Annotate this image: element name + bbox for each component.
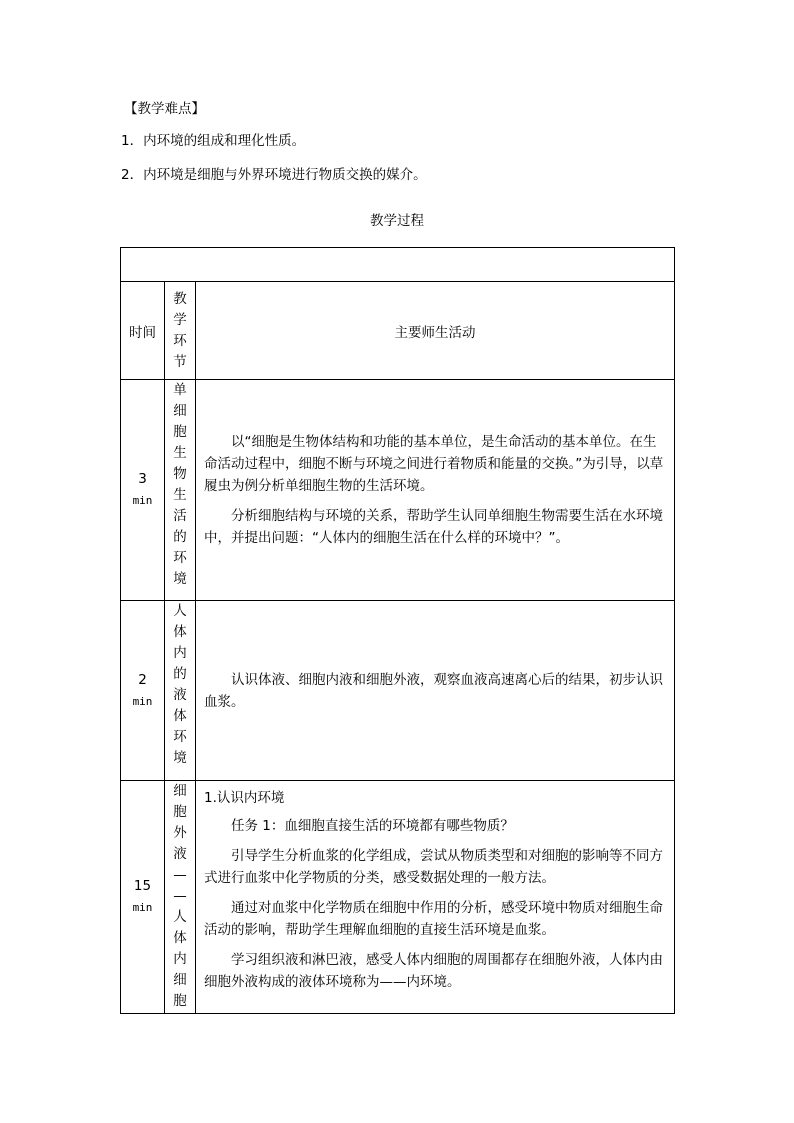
- stage-char: 的: [173, 666, 187, 682]
- stage-char: 环: [173, 729, 187, 745]
- stage-char: 物: [173, 466, 187, 482]
- stage-char: 活: [173, 508, 187, 524]
- time-value: 15: [133, 878, 152, 894]
- stage-char: 胞: [173, 424, 187, 440]
- difficulties-heading: 【教学难点】: [124, 101, 205, 117]
- stage-char: 节: [173, 353, 187, 370]
- stage-char: 的: [173, 529, 187, 545]
- stage-char: 境: [173, 750, 187, 766]
- activity-paragraph: 认识体液、细胞内液和细胞外液，观察血液高速离心后的结果，初步认识血浆。: [204, 671, 663, 710]
- stage-char: 生: [173, 487, 187, 503]
- activity-paragraph: 引导学生分析血浆的化学组成，尝试从物质类型和对细胞的影响等不同方式进行血浆中化学物质的分类，感受数据处理的一般方法。: [204, 848, 663, 886]
- stage-char: 液: [173, 846, 187, 862]
- table-row: [121, 601, 675, 781]
- stage-char: 人: [173, 909, 187, 925]
- activity-cell: [196, 601, 675, 781]
- time-unit: min: [132, 901, 153, 914]
- time-cell: [121, 601, 165, 781]
- activity-paragraph: 以“细胞是生物体结构和功能的基本单位，是生命活动的基本单位。在生命活动过程中，细胞不断与环境之间进行着物质和能量的交换。”为引导，以草履虫为例分析单细胞生物的生活环境。: [204, 434, 664, 494]
- stage-char: 内: [173, 645, 187, 661]
- stage-char: 教: [173, 290, 187, 307]
- table-blank-row: [121, 248, 675, 282]
- activity-cell: [196, 380, 675, 601]
- time-value: 2: [138, 671, 147, 688]
- difficulty-item-2: 2．内环境是细胞与外界环境进行物质交换的媒介。: [121, 167, 427, 183]
- stage-char: —: [173, 888, 187, 904]
- activity-paragraph: 任务 1：血细胞直接生活的环境都有哪些物质？: [231, 818, 514, 834]
- stage-cell: [165, 781, 196, 1014]
- stage-char: 细: [173, 972, 187, 988]
- header-stage: [165, 282, 196, 380]
- stage-char: 境: [173, 571, 187, 587]
- table-header-row: [121, 282, 675, 380]
- activity-paragraph: 分析细胞结构与环境的关系，帮助学生认同单细胞生物需要生活在水环境中，并提出问题：“人体内的细胞生活在什么样的环境中？”。: [204, 508, 663, 546]
- stage-char: 胞: [173, 804, 187, 820]
- stage-char: 胞: [173, 993, 187, 1009]
- table-row: [121, 781, 675, 1014]
- stage-char: 内: [173, 951, 187, 967]
- stage-char: 液: [173, 687, 187, 703]
- activity-subheading: 1.认识内环境: [204, 790, 285, 806]
- stage-char: —: [173, 867, 187, 883]
- stage-cell: [165, 380, 196, 601]
- time-cell: [121, 781, 165, 1014]
- lesson-process-table: [120, 247, 675, 1014]
- time-unit: min: [132, 694, 153, 708]
- time-cell: [121, 380, 165, 601]
- stage-char: 环: [173, 550, 187, 566]
- stage-char: 学: [173, 311, 187, 328]
- activity-paragraph: 通过对血浆中化学物质在细胞中作用的分析，感受环境中物质对细胞生命活动的影响，帮助学生理解血细胞的直接生活环境是血浆。: [204, 900, 663, 938]
- stage-char: 人: [173, 603, 187, 619]
- stage-char: 环: [173, 332, 187, 349]
- time-value: 3: [138, 471, 147, 487]
- header-activities: 主要师生活动: [196, 282, 675, 380]
- header-time: 时间: [121, 282, 165, 380]
- stage-char: 外: [173, 825, 187, 841]
- activity-cell: [196, 781, 675, 1014]
- stage-char: 体: [173, 708, 187, 724]
- blank-cell: [121, 248, 675, 282]
- stage-char: 单: [173, 382, 187, 398]
- table-row: [121, 380, 675, 601]
- stage-char: 体: [173, 624, 187, 640]
- stage-char: 体: [173, 930, 187, 946]
- difficulty-item-1: 1．内环境的组成和理化性质。: [121, 133, 306, 149]
- activity-paragraph: 学习组织液和淋巴液，感受人体内细胞的周围都存在细胞外液，人体内由细胞外液构成的液体环境称为——内环境。: [204, 952, 663, 990]
- stage-char: 生: [173, 445, 187, 461]
- stage-char: 细: [173, 783, 187, 799]
- stage-char: 细: [173, 403, 187, 419]
- process-title: 教学过程: [370, 213, 424, 229]
- time-unit: min: [132, 494, 153, 507]
- stage-cell: [165, 601, 196, 781]
